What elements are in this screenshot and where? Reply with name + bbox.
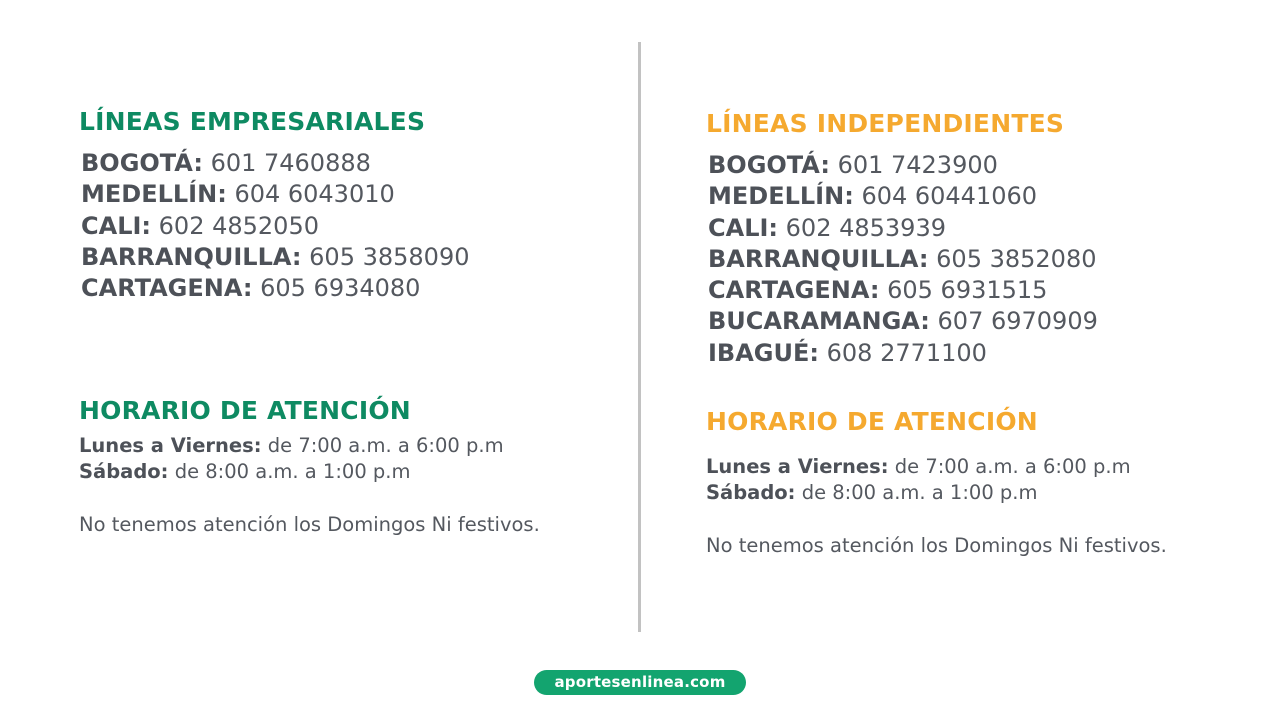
phone-number[interactable]: 608 2771100 (826, 338, 987, 367)
phone-line[interactable] (81, 148, 619, 179)
schedule-day: Lunes a Viernes: (706, 455, 889, 479)
phone-number[interactable]: 605 6931515 (887, 276, 1048, 305)
phone-line[interactable] (708, 213, 1266, 244)
phone-line[interactable] (81, 273, 619, 304)
schedule-hours: de 7:00 a.m. a 6:00 p.m (894, 455, 1131, 479)
empresariales-note: No tenemos atención los Domingos Ni festivos. (79, 513, 540, 537)
empresariales-section (79, 106, 619, 538)
schedule-row (706, 480, 1266, 506)
independientes-note: No tenemos atención los Domingos Ni festivos. (706, 534, 1167, 558)
city-label: CALI: (81, 211, 152, 240)
phone-number[interactable]: 605 6934080 (260, 274, 421, 303)
independientes-title: LÍNEAS INDEPENDIENTES (706, 109, 1065, 138)
city-label: BARRANQUILLA: (708, 244, 929, 273)
city-label: IBAGUÉ: (708, 338, 819, 367)
phone-number[interactable]: 601 7460888 (210, 149, 371, 177)
city-label: BARRANQUILLA: (81, 242, 302, 271)
schedule-day: Lunes a Viernes: (79, 434, 262, 458)
phone-number[interactable]: 605 3852080 (936, 244, 1097, 273)
phone-number[interactable]: 601 7423900 (837, 151, 998, 179)
city-label: CARTAGENA: (81, 274, 253, 303)
city-label: MEDELLÍN: (81, 180, 227, 209)
phone-number[interactable]: 605 3858090 (309, 242, 470, 271)
schedule-hours: de 7:00 a.m. a 6:00 p.m (267, 434, 504, 458)
phone-line[interactable] (708, 181, 1266, 212)
schedule-hours: de 8:00 a.m. a 1:00 p.m (801, 481, 1038, 505)
city-label: CARTAGENA: (708, 276, 880, 305)
independientes-schedule-title: HORARIO DE ATENCIÓN (706, 407, 1038, 437)
phone-line[interactable] (708, 244, 1266, 275)
city-label: BUCARAMANGA: (708, 307, 930, 336)
independientes-phone-list (708, 150, 1266, 369)
phone-number[interactable]: 604 60441060 (861, 182, 1038, 211)
phone-line[interactable] (81, 179, 619, 210)
empresariales-title: LÍNEAS EMPRESARIALES (79, 107, 426, 136)
schedule-row (706, 454, 1266, 480)
phone-number[interactable]: 607 6970909 (937, 307, 1098, 336)
independientes-schedule (706, 454, 1266, 506)
phone-line[interactable] (708, 338, 1266, 369)
phone-number[interactable]: 602 4853939 (785, 213, 946, 242)
empresariales-phone-list (81, 148, 619, 304)
schedule-day: Sábado: (79, 460, 169, 484)
phone-line[interactable] (708, 306, 1266, 337)
schedule-row (79, 459, 619, 485)
city-label: BOGOTÁ: (708, 151, 830, 179)
schedule-day: Sábado: (706, 481, 796, 505)
empresariales-schedule-title: HORARIO DE ATENCIÓN (79, 396, 411, 426)
phone-line[interactable] (708, 275, 1266, 306)
column-divider (638, 42, 641, 632)
city-label: BOGOTÁ: (81, 149, 203, 177)
phone-number[interactable]: 604 6043010 (234, 180, 395, 209)
city-label: CALI: (708, 213, 779, 242)
schedule-hours: de 8:00 a.m. a 1:00 p.m (174, 460, 411, 484)
website-link-badge[interactable]: aportesenlinea.com (534, 670, 746, 695)
independientes-section (706, 108, 1266, 559)
phone-line[interactable] (81, 242, 619, 273)
schedule-row (79, 433, 619, 459)
phone-line[interactable] (708, 150, 1266, 181)
phone-line[interactable] (81, 211, 619, 242)
city-label: MEDELLÍN: (708, 182, 854, 211)
empresariales-schedule (79, 433, 619, 485)
phone-number[interactable]: 602 4852050 (158, 211, 319, 240)
